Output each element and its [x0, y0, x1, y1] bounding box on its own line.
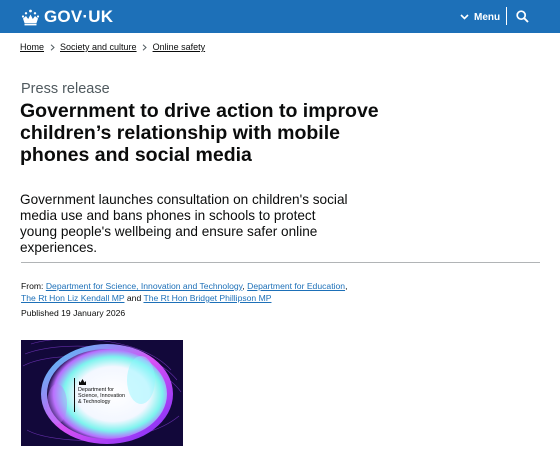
content-type-caption: Press release: [21, 81, 110, 97]
chevron-right-icon: [137, 42, 153, 52]
menu-button[interactable]: [460, 9, 500, 25]
chevron-down-icon: [460, 14, 469, 20]
page-summary: Government launches consultation on children's social media use and bans phones in schools to protect young people's wellbeing and ensure safer online experiences.: [20, 192, 348, 255]
from-metadata: [21, 280, 541, 304]
govuk-logo-link[interactable]: [21, 7, 113, 27]
organisation-link-dfe[interactable]: Department for Education: [247, 281, 346, 291]
from-label: From:: [21, 281, 44, 291]
logo-text: GOV·UK: [44, 7, 114, 26]
person-link-bridget-phillipson[interactable]: The Rt Hon Bridget Phillipson MP: [143, 293, 272, 303]
person-link-liz-kendall[interactable]: The Rt Hon Liz Kendall MP: [21, 293, 125, 303]
crown-icon: [21, 9, 40, 26]
hero-image: [21, 340, 183, 446]
comma-separator: ,: [242, 281, 245, 291]
section-divider: [21, 262, 540, 263]
royal-crest-icon: [78, 378, 87, 386]
page-title: Government to drive action to improve children’s relationship with mobile phones and social media: [20, 100, 379, 166]
menu-label: Menu: [474, 11, 501, 23]
organisation-link-dsit[interactable]: Department for Science, Innovation and Technology: [45, 281, 243, 291]
department-logo: [74, 378, 134, 412]
breadcrumb-link-society-and-culture[interactable]: Society and culture: [60, 42, 137, 52]
search-icon: [516, 10, 529, 23]
site-header: [0, 0, 560, 33]
breadcrumb-link-home[interactable]: Home: [20, 42, 45, 52]
department-name: Department for Science, Innovation & Technology: [78, 387, 126, 406]
chevron-right-icon: [44, 42, 60, 52]
breadcrumb: [20, 41, 205, 53]
search-button[interactable]: [516, 10, 529, 23]
breadcrumb-link-online-safety[interactable]: Online safety: [152, 42, 206, 52]
comma-separator: ,: [345, 281, 348, 291]
published-date: Published 19 January 2026: [21, 308, 126, 318]
header-divider: [506, 7, 507, 25]
and-separator: and: [126, 293, 142, 303]
